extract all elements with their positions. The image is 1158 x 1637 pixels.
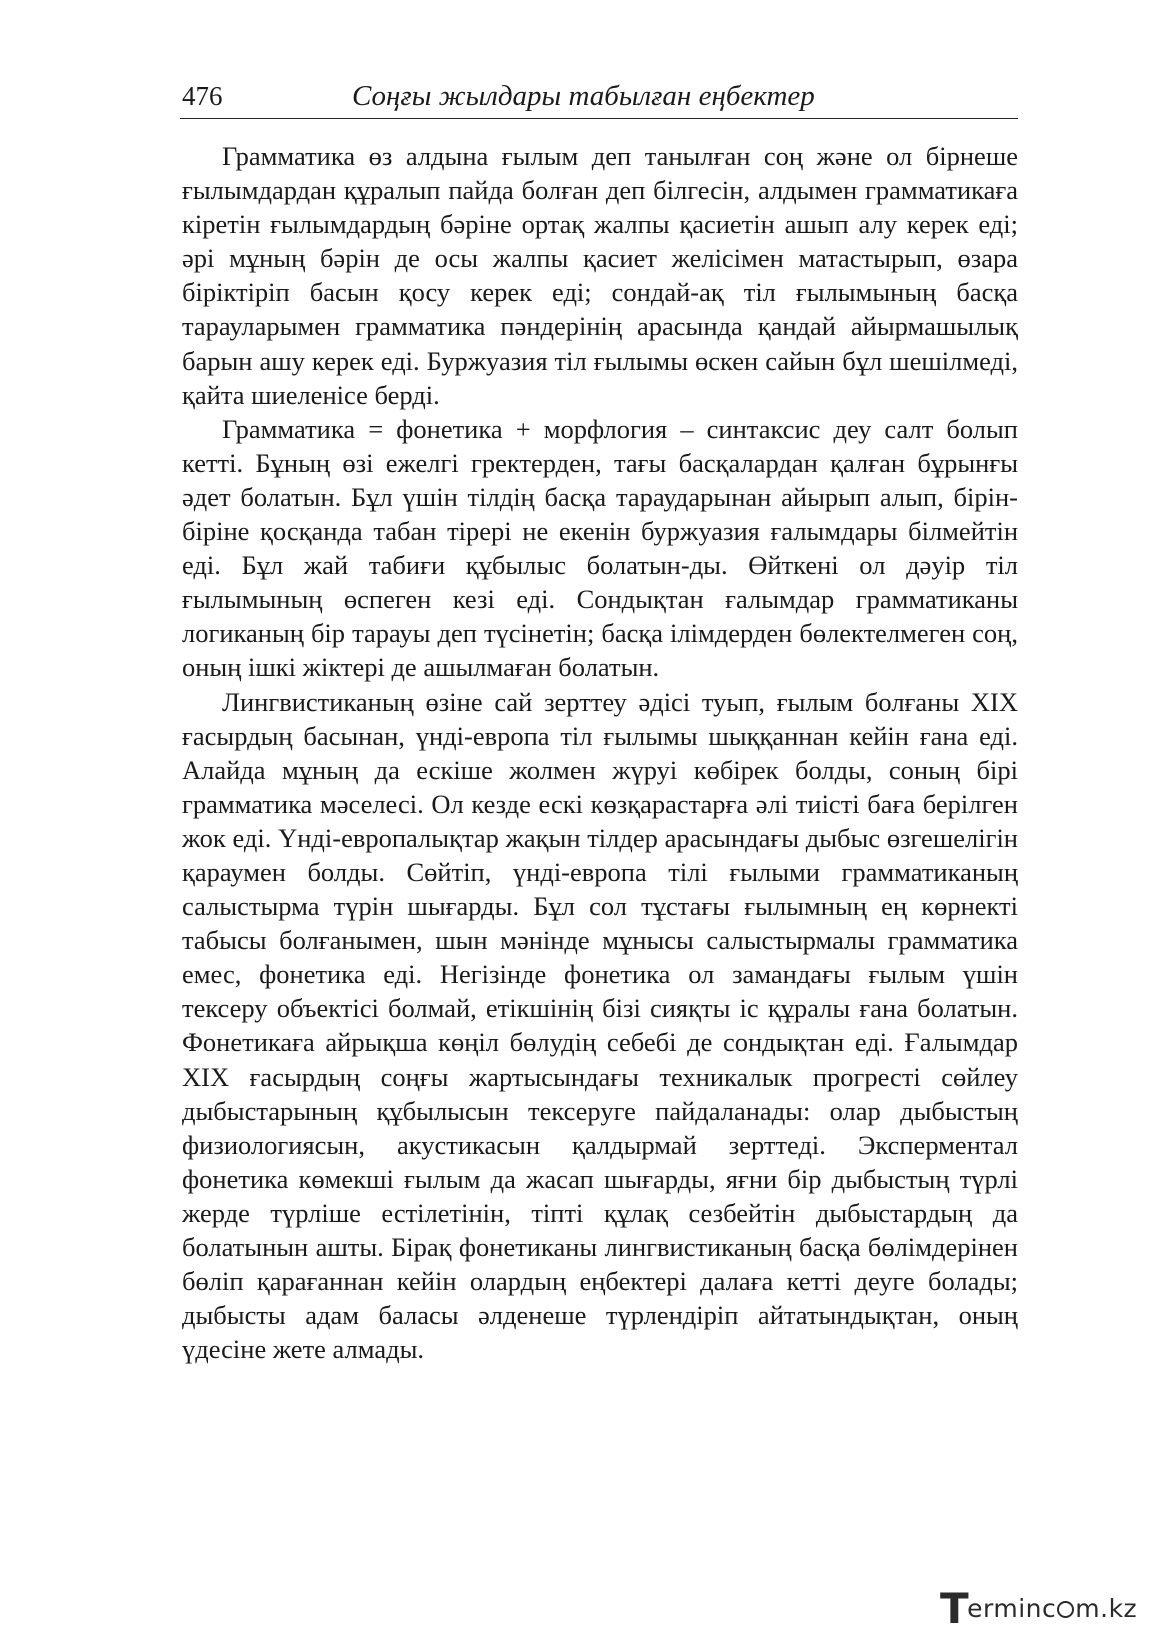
paragraph-1: Грамматика өз алдына ғылым деп танылған соң және ол бірнеше ғылымдардан құралып пайда болған деп білгесін, алдымен грамматикаға кіретін ғылымдардың бәріне ортақ жалпы қасиетін ашып алу керек еді; әрі мұның бәрін де осы жалпы қасиет желісімен матастырып, өзара біріктіріп басын қосу керек еді; сондай-ақ тіл ғылымының басқа тарауларымен грамматика пәндерінің арасында қандай айырмашылық барын ашу керек еді. Буржуазия тіл ғылымы өскен сайын бұл шешілмеді, қайта шиеленісе берді. — [182, 141, 1018, 410]
site-watermark-logo: Terminc m.kz — [940, 1584, 1138, 1633]
page-header — [180, 76, 1018, 119]
running-title: Соңғы жылдары табылған еңбектер — [352, 80, 815, 112]
page-number: 476 — [182, 81, 223, 111]
body-text — [182, 139, 1018, 1366]
paragraph-2: Грамматика = фонетика + морфлогия – синтаксис деу салт болып кетті. Бұның өзі ежелгі гректерден, тағы басқалардан қалған бұрынғы әдет болатын. Бұл үшін тілдің басқа тараударынан айырып алып, бірін-біріне қосқанда табан тірері не екенін буржуазия ғалымдары білмейтін еді. Бұл жай табиғи құбылыс болатын-ды. Өйткені ол дәуір тіл ғылымының өспеген кезі еді. Сондықтан ғалымдар грамматиканы логиканың бір тарауы деп түсінетін; басқа ілімдерден бөлектелмеген соң, оның ішкі жіктері де ашылмаған болатын. — [182, 413, 1018, 683]
paragraph-3: Лингвистиканың өзіне сай зерттеу әдісі туып, ғылым болғаны XIX ғасырдың басынан, үнді-европа тіл ғылымы шыққаннан кейін ғана еді. Алайда мұның да ескіше жолмен жүруі көбірек болды, соның бірі грамматика мәселесі. Ол кезде ескі көзқарастарға әлі тиісті баға берілген жок еді. Үнді-европалықтар жақын тілдер арасындағы дыбыс өзгешелігін қараумен болды. Сөйтіп, үнді-европа тілі ғылыми грамматиканың салыстырма түрін шығарды. Бұл сол тұстағы ғылымның ең көрнекті табысы болғанымен, шын мәнінде мұнысы салыстырмалы грамматика емес, фонетика еді. Негізінде фонетика ол замандағы ғылым үшін тексеру объектісі болмай, етікшінің бізі сияқты іс құралы ғана болатын. Фонетикаға айрықша көңіл бөлудің себебі де сондықтан еді. Ғалымдар XIX ғасырдың соңғы жартысындағы техникалык прогресті сөйлеу дыбыстарының құбылысын тексеруге пайдаланады: олар дыбыстың физиологиясын, акустикасын қалдырмай зерттеді. Эксперментал фонетика көмекші ғылым да жасап шығарды, яғни бір дыбыстың түрлі жерде түрліше естілетінін, тіпті құлақ сезбейтін дыбыстардың да болатынын ашты. Бірақ фонетиканы лингвистиканың басқа бөлімдерінен бөліп қарағаннан кейін олардың еңбектері далаға кетті деуге болады; дыбысты адам баласы әлденеше түрлендіріп айтатындықтан, оның үдесіне жете алмады. — [182, 686, 1018, 1365]
